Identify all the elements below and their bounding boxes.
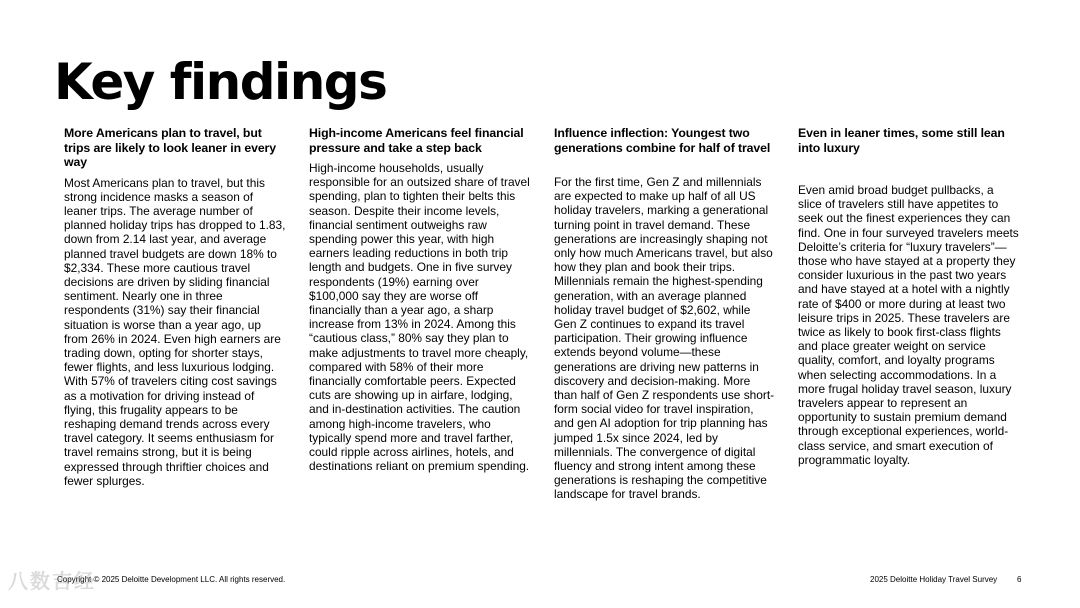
publication-name: 2025 Deloitte Holiday Travel Survey xyxy=(870,575,998,584)
finding-body-3: For the first time, Gen Z and millennials are expected to make up half of all US holiday travelers, marking a generational turning point in travel demand. These generations are increasingly shaping not only how much Americans travel, but also how they plan and book their trips. Millennials remain the highest-spending generation, with an average planned holiday travel budget of $2,602, while Gen Z continues to expand its travel participation. Their growing influence extends beyond volume—these generations are driving new patterns in discovery and decision-making. More than half of Gen Z respondents use short-form social video for travel inspiration, and gen AI adoption for trip planning has jumped 1.5x since 2024, led by millennials. The convergence of digital fluency and strong intent among these generations is reshaping the competitive landscape for travel brands. xyxy=(554,175,775,502)
finding-column-2 xyxy=(309,126,531,473)
finding-heading-1: More Americans plan to travel, but trips are likely to look leaner in every way xyxy=(64,126,276,169)
finding-column-1 xyxy=(64,126,286,488)
finding-heading-3: Influence inflection: Youngest two generations combine for half of travel xyxy=(554,126,771,155)
finding-body-1: Most Americans plan to travel, but this strong incidence masks a season of leaner trips. The average number of planned holiday trips has dropped to 1.83, down from 2.14 last year, and average planned travel budgets are down 18% to $2,334. These more cautious travel decisions are driven by sliding financial sentiment. Nearly one in three respondents (31%) say their financial situation is worse than a year ago, up from 26% in 2024. Even high earners are trading down, opting for shorter stays, fewer flights, and less luxurious lodging. With 57% of travelers citing cost savings as a motivation for driving instead of flying, this frugality appears to be reshaping demand trends across every travel category. It seems enthusiasm for travel remains strong, but it is being expressed through thriftier choices and fewer splurges. xyxy=(64,175,286,488)
page-title: Key findings xyxy=(54,53,387,111)
finding-heading-4: Even in leaner times, some still lean into luxury xyxy=(798,126,1005,155)
page-number: 6 xyxy=(1017,575,1022,584)
copyright-notice: Copyright © 2025 Deloitte Development LLC. All rights reserved. xyxy=(57,575,286,584)
finding-heading-2: High-income Americans feel financial pressure and take a step back xyxy=(309,126,524,155)
watermark: 八数吉经 xyxy=(8,571,96,593)
finding-column-4 xyxy=(798,126,1020,467)
finding-body-4: Even amid broad budget pullbacks, a slice of travelers still have appetites to seek out the finest experiences they can find. One in four surveyed travelers meets Deloitte’s criteria for “luxury travelers”—those who have stayed at a property they consider luxurious in the past two years and have stayed at a hotel with a nightly rate of $400 or more during at least two leisure trips in 2025. These travelers are twice as likely to book first-class flights and place greater weight on service quality, comfort, and loyalty programs when selecting accommodations. In a more frugal holiday travel season, luxury travelers appear to represent an opportunity to sustain premium demand through exceptional experiences, world-class service, and smart execution of programmatic loyalty. xyxy=(798,183,1019,467)
finding-body-2: High-income households, usually responsible for an outsized share of travel spending, plan to tighten their belts this season. Despite their income levels, financial sentiment outweighs raw spending power this year, with high earners leading reductions in both trip length and budgets. One in five survey respondents (19%) earning over $100,000 say they are worse off financially than a year ago, a sharp increase from 13% in 2024. Among this “cautious class,” 80% say they plan to make adjustments to travel more cheaply, compared with 58% of their more financially comfortable peers. Expected cuts are showing up in airfare, lodging, and in-destination activities. The caution among high-income travelers, who typically spend more and travel farther, could ripple across airlines, hotels, and destinations reliant on premium spending. xyxy=(309,161,530,474)
finding-column-3 xyxy=(554,126,776,502)
